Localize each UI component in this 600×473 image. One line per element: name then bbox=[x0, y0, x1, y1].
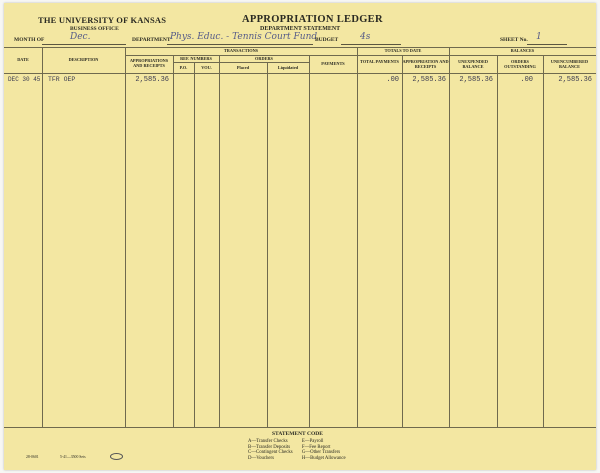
ledger-sheet bbox=[4, 3, 596, 470]
department-value: Phys. Educ. - Tennis Court Fund bbox=[170, 32, 318, 42]
union-label-icon bbox=[110, 453, 123, 460]
form-number: 28-0601 bbox=[26, 455, 39, 459]
budget-label: BUDGET bbox=[315, 37, 339, 43]
col-liquidated: Liquidated bbox=[277, 65, 299, 70]
statement-code-title: STATEMENT CODE bbox=[272, 431, 323, 437]
group-orders: ORDERS bbox=[255, 56, 273, 61]
code-h: H—Budget Allowance bbox=[301, 455, 346, 461]
row-appropriations: 2,585.36 bbox=[135, 76, 169, 84]
group-transactions: TRANSACTIONS bbox=[223, 48, 259, 53]
statement-code-list bbox=[248, 439, 354, 461]
code-g: G—Other Transfers bbox=[301, 450, 341, 455]
code-f: F—Fee Report bbox=[301, 444, 331, 450]
col-total-payments: TOTAL PAYMENTS bbox=[360, 59, 399, 64]
col-po: P.O. bbox=[179, 65, 188, 70]
row-date: DEC 30 45 bbox=[8, 76, 41, 83]
col-payments: PAYMENTS bbox=[321, 61, 345, 66]
sheet-value: 1 bbox=[536, 32, 542, 42]
row-unexpended: 2,585.36 bbox=[459, 76, 493, 84]
department-label: DEPARTMENT bbox=[132, 37, 171, 43]
col-orders-outstanding: ORDERS OUTSTANDING bbox=[504, 59, 536, 69]
month-label: MONTH OF bbox=[14, 37, 45, 43]
col-description: DESCRIPTION bbox=[68, 57, 99, 62]
month-value: Dec. bbox=[70, 32, 91, 42]
col-date: DATE bbox=[17, 57, 29, 62]
group-totals-to-date: TOTALS TO DATE bbox=[384, 48, 422, 53]
sheet-label: SHEET No. bbox=[500, 37, 528, 43]
col-unexpended: UNEXPENDED BALANCE bbox=[458, 59, 488, 69]
row-description: TFR OEP bbox=[48, 76, 76, 83]
col-unencumbered: UNENCUMBERED BALANCE bbox=[550, 59, 589, 69]
row-orders-outstanding: .00 bbox=[520, 76, 533, 84]
university-name: THE UNIVERSITY OF KANSAS bbox=[38, 15, 167, 25]
budget-value: 4s bbox=[360, 32, 371, 42]
col-vou: VOU. bbox=[201, 65, 212, 70]
row-total-payments: .00 bbox=[386, 76, 399, 84]
row-total-appropriation: 2,585.36 bbox=[412, 76, 446, 84]
print-info: 5-41—3500 Sets bbox=[60, 455, 86, 459]
group-balances: BALANCES bbox=[510, 48, 535, 53]
code-e: E—Payroll bbox=[301, 439, 324, 444]
code-d: D—Vouchers bbox=[248, 455, 275, 461]
code-b: B—Transfer Deposits bbox=[248, 444, 291, 450]
col-total-appropriation: APPROPRIATION AND RECEIPTS bbox=[402, 59, 449, 69]
page-title: APPROPRIATION LEDGER bbox=[242, 14, 383, 25]
col-placed: Placed bbox=[236, 65, 250, 70]
group-ref-numbers: REF. NUMBERS bbox=[180, 56, 212, 61]
page-subtitle: DEPARTMENT STATEMENT bbox=[260, 26, 341, 32]
code-a: A—Transfer Checks bbox=[248, 439, 288, 444]
code-c: C—Contingent Checks bbox=[248, 450, 293, 455]
business-office: BUSINESS OFFICE bbox=[70, 26, 119, 32]
row-unencumbered: 2,585.36 bbox=[558, 76, 592, 84]
col-appropriations: APPROPRIATIONS AND RECEIPTS bbox=[129, 58, 169, 68]
